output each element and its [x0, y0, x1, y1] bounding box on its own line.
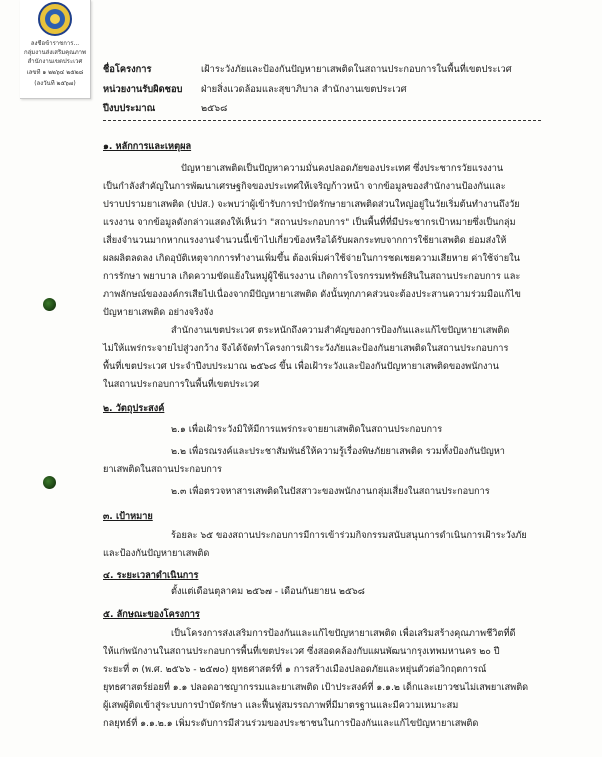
body-line: ผลผลิตลดลง เกิดอุบัติเหตุจากการทำงานเพิ่มขึ้น ต้องเพิ่มค่าใช้จ่ายในการชดเชยความเสียหาย ค่าใช้จ่ายใน: [103, 253, 520, 264]
stamp-text-4: เลขที่ ๑ ๒๒๖๔ ๒๕๒๘: [26, 69, 84, 76]
body-line: เสี่ยงจำนวนมากหากแรงงานจำนวนนี้เข้าไปเกี่ยวข้องหรือได้รับผลกระทบจากการใช้ยาเสพติด ย่อมส่งให้: [103, 235, 507, 246]
stamp-text-2: กลุ่มงานส่งเสริมคุณภาพ: [24, 49, 86, 56]
body-line: เป็นกำลังสำคัญในการพัฒนาเศรษฐกิจของประเทศให้เจริญก้าวหน้า จากข้อมูลของสำนักงานป้องกันและ: [103, 181, 506, 192]
body-line: พื้นที่เขตประเวศ ประจำปีงบประมาณ ๒๕๖๘ ขึ้น เพื่อเฝ้าระวังและป้องกันปัญหายาเสพติดของพนักงาน: [103, 361, 499, 372]
section-heading: ๒. วัตถุประสงค์: [103, 403, 165, 414]
section-heading: ๕. ลักษณะของโครงการ: [103, 609, 200, 620]
objective-item: ๒.๓ เพื่อตรวจหาสารเสพติดในปัสสาวะของพนักงานกลุ่มเสี่ยงในสถานประกอบการ: [171, 486, 490, 497]
punch-hole: [43, 298, 56, 311]
punch-hole: [43, 476, 56, 489]
unit-value: ฝ่ายสิ่งแวดล้อมและสุขาภิบาล สำนักงานเขตประเวศ: [201, 84, 407, 95]
objective-item: ๒.๒ เพื่อรณรงค์และประชาสัมพันธ์ให้ความรู้เรื่องพิษภัยยาเสพติด รวมทั้งป้องกันปัญหา: [171, 446, 505, 457]
body-line: ผู้เสพผู้ติดเข้าสู่ระบบการบำบัดรักษา และฟื้นฟูสมรรถภาพที่มีมาตรฐานและมีความเหมาะสม: [103, 700, 459, 711]
body-line: ยาเสพติดในสถานประกอบการ: [103, 464, 222, 475]
body-line: ยุทธศาสตร์ย่อยที่ ๑.๑ ปลอดอาชญากรรมและยาเสพติด เป้าประสงค์ที่ ๑.๑.๒ เด็กและเยาวชนไม่เสพยาเสพติด: [103, 682, 529, 693]
stamp-text-5: (ลงวันที่ ๒๕๖๗): [34, 80, 76, 87]
section-heading: ๔. ระยะเวลาดำเนินการ: [103, 570, 199, 581]
body-line: ในสถานประกอบการในพื้นที่เขตประเวศ: [103, 379, 260, 390]
body-line: ระยะที่ ๓ (พ.ศ. ๒๕๖๖ - ๒๕๗๐) ยุทธศาสตร์ที่ ๑ การสร้างเมืองปลอดภัยและหยุ่นตัวต่อวิกฤตการณ์: [103, 664, 487, 675]
divider: [103, 120, 541, 121]
objective-item: ๒.๑ เพื่อเฝ้าระวังมิให้มีการแพร่กระจายยาเสพติดในสถานประกอบการ: [171, 424, 443, 435]
stamp-text-3: สำนักงานเขตประเวศ: [27, 58, 83, 65]
agency-seal-icon: [38, 2, 72, 36]
body-line: ให้แก่พนักงานในสถานประกอบการพื้นที่เขตประเวศ ซึ่งสอดคล้องกับแผนพัฒนากรุงเทพมหานคร ๒๐ ปี: [103, 646, 500, 657]
year-label: ปีงบประมาณ: [103, 103, 156, 114]
body-line: การรักษา พยาบาล เกิดความขัดแย้งในหมู่ผู้ใช้แรงงาน เกิดการโจรกรรมทรัพย์สินในสถานประกอบการ และ: [103, 271, 521, 282]
section-heading: ๑. หลักการและเหตุผล: [103, 141, 192, 152]
project-label: ชื่อโครงการ: [103, 64, 152, 75]
body-line: ปราบปรามยาเสพติด (ปปส.) จะพบว่าผู้เข้ารับการบำบัดรักษายาเสพติดส่วนใหญ่อยู่ในวัยเริ่มต้นทำงานถึงวัย: [103, 199, 520, 210]
body-line: และป้องกันปัญหายาเสพติด: [103, 548, 210, 559]
stamp-text-1: ลงชื่อข้าราชการ...: [30, 40, 80, 47]
body-line: สำนักงานเขตประเวศ ตระหนักถึงความสำคัญของการป้องกันและแก้ไขปัญหายาเสพติด: [171, 325, 510, 336]
body-line: เป็นโครงการส่งเสริมการป้องกันและแก้ไขปัญหายาเสพติด เพื่อเสริมสร้างคุณภาพชีวิตที่ดี: [171, 628, 516, 639]
body-line: กลยุทธ์ที่ ๑.๑.๒.๑ เพิ่มระดับการมีส่วนร่วมของประชาชนในการป้องกันและแก้ไขปัญหายาเสพติด: [103, 718, 479, 729]
unit-label: หน่วยงานรับผิดชอบ: [103, 84, 183, 95]
body-line: ตั้งแต่เดือนตุลาคม ๒๕๖๗ - เดือนกันยายน ๒๕๖๘: [171, 586, 365, 597]
section-heading: ๓. เป้าหมาย: [103, 511, 153, 522]
body-line: แรงงาน จากข้อมูลดังกล่าวแสดงให้เห็นว่า "สถานประกอบการ" เป็นพื้นที่ที่มีประชากรเป้าหมายซึ่งเป็นกลุ่ม: [103, 217, 516, 228]
receipt-stamp: [20, 0, 91, 99]
body-line: ไม่ให้แพร่กระจายไปสู่วงกว้าง จึงได้จัดทำโครงการเฝ้าระวังภัยและป้องกันยาเสพติดในสถานประกอบการ: [103, 343, 509, 354]
body-line: ปัญหายาเสพติดเป็นปัญหาความมั่นคงปลอดภัยของประเทศ ซึ่งประชากรวัยแรงงาน: [181, 163, 504, 174]
year-value: ๒๕๖๘: [201, 103, 228, 114]
body-line: ภาพลักษณ์ขององค์กรเสียไปเนื่องจากมีปัญหายาเสพติด ดังนั้นทุกภาคส่วนจะต้องประสานความร่วมมือแก้ไข: [103, 289, 521, 300]
project-value: เฝ้าระวังภัยและป้องกันปัญหายาเสพติดในสถานประกอบการในพื้นที่เขตประเวศ: [201, 64, 512, 75]
body-line: ปัญหายาเสพติด อย่างจริงจัง: [103, 307, 214, 318]
body-line: ร้อยละ ๖๕ ของสถานประกอบการมีการเข้าร่วมกิจกรรมสนับสนุนการดำเนินการเฝ้าระวังภัย: [171, 530, 527, 541]
